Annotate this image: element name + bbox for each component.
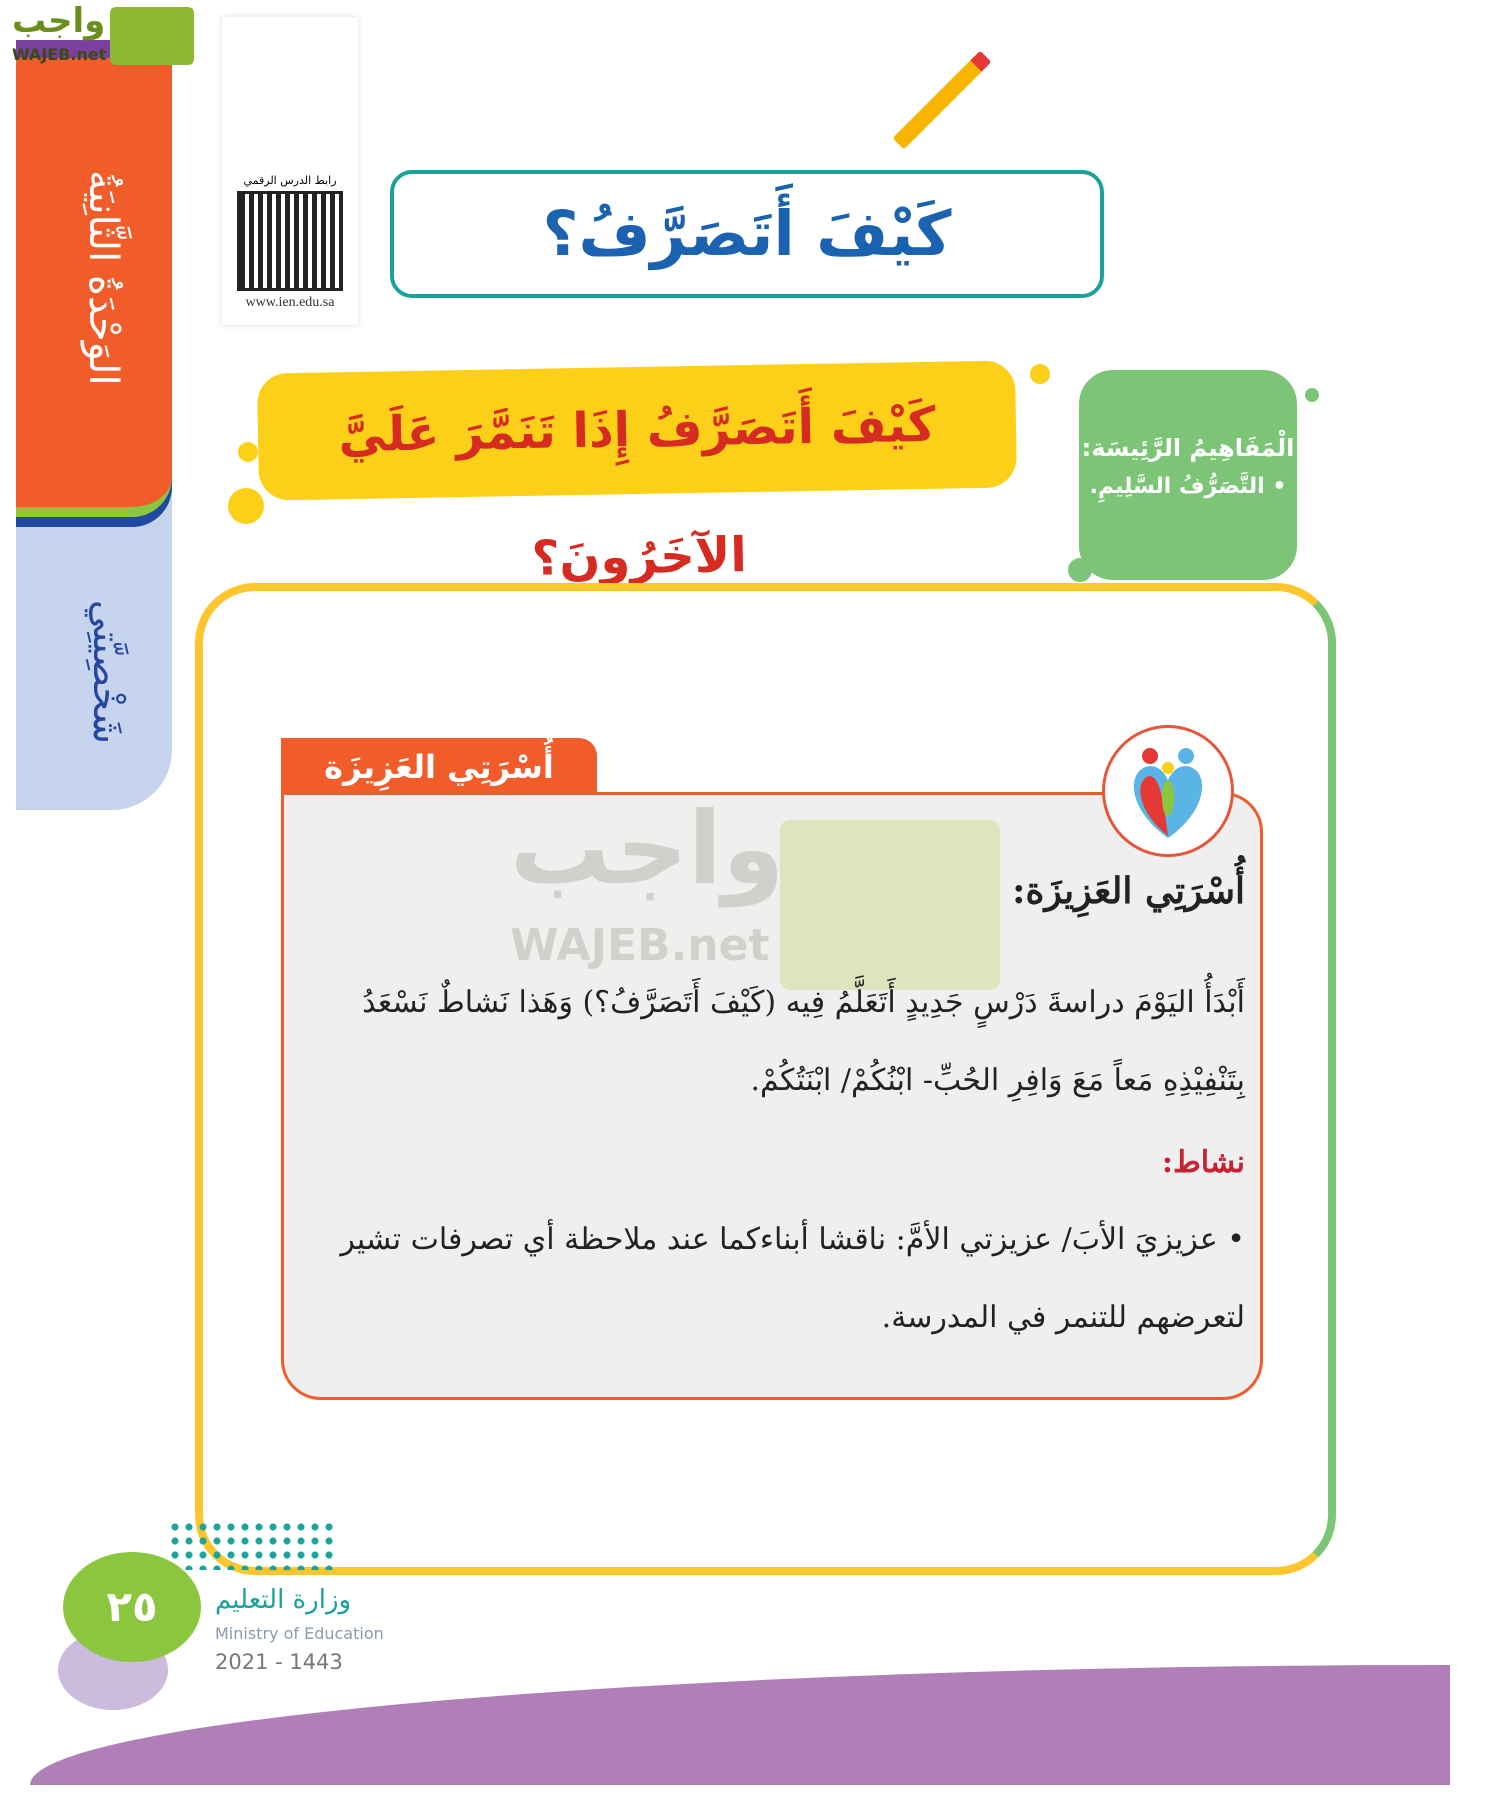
decor-dot: [1068, 558, 1092, 582]
paragraph-line: بِتَنْفِيْذِهِ مَعاً مَعَ وَافِرِ الحُبِّ- ابْنُكُمْ/ ابْنَتُكُمْ.: [750, 1063, 1245, 1098]
lesson-title: كَيْفَ أَتَصَرَّفُ؟: [542, 197, 952, 270]
ministry-name-en: Ministry of Education: [215, 1624, 384, 1643]
decor-dot: [1030, 364, 1050, 384]
qr-code-icon[interactable]: [237, 191, 343, 291]
decor-dot: [228, 488, 264, 524]
page-number: ٢٥: [106, 1582, 158, 1631]
paragraph-line: أَبْدَأُ اليَوْمَ دراسةَ دَرْسٍ جَدِيدٍ أَتَعَلَّمُ فِيه (كَيْفَ أَتَصَرَّفُ؟) وَهَذا نَشاطٌ نَسْعَدُ: [362, 985, 1245, 1020]
logo-latin: WAJEB.net: [12, 45, 107, 64]
book-icon: [110, 7, 194, 65]
ministry-name-ar: وزارة التعليم: [215, 1585, 352, 1615]
decor-dot: [238, 442, 258, 462]
activity-label: نشاط:: [1161, 1145, 1245, 1180]
card-tab-label: أُسْرَتِي العَزِيزَة: [324, 748, 554, 786]
lesson-title-box: [390, 170, 1104, 298]
activity-bullet: لتعرضهم للتنمر في المدرسة.: [881, 1300, 1245, 1335]
logo-arabic: واجب: [12, 1, 106, 41]
chapter-label: شَخْصِيَّتِي: [85, 600, 129, 744]
ministry-dots-logo: [168, 1520, 333, 1570]
concepts-heading: الْمَفَاهِيمُ الرَّئِيسَة:: [1081, 434, 1295, 462]
key-concepts-bubble: [1079, 370, 1297, 580]
qr-card[interactable]: [222, 17, 358, 325]
watermark-arabic: واجب: [510, 790, 785, 907]
qr-url[interactable]: www.ien.edu.sa: [245, 295, 335, 310]
question-banner: [257, 360, 1017, 587]
watermark-latin: WAJEB.net: [510, 920, 770, 971]
page-number-bubble: [63, 1552, 201, 1662]
edition-year: 2021 - 1443: [215, 1650, 343, 1674]
unit-label: الوَحْدَةُ الثَّانِيَةُ: [80, 170, 126, 386]
card-heading: أُسْرَتِي العَزِيزَة:: [1012, 870, 1245, 912]
pencil-icon: [893, 51, 992, 150]
family-heart-icon: [1102, 725, 1234, 857]
banner-text: كَيْفَ أَتَصَرَّفُ إِذَا تَنَمَّرَ عَلَيَّ الآخَرُونَ؟: [338, 396, 936, 587]
qr-caption: رابط الدرس الرقمي: [243, 174, 337, 187]
activity-bullet: • عزيزيَ الأبَ/ عزيزتي الأمَّ: ناقشا أبناءكما عند ملاحظة أي تصرفات تشير: [340, 1222, 1245, 1257]
wajeb-logo[interactable]: [10, 1, 190, 67]
concepts-item: • التَّصَرُّفُ السَّلِيمِ.: [1089, 474, 1287, 499]
decor-dot: [1305, 388, 1319, 402]
footer-wave: [30, 1665, 1450, 1785]
